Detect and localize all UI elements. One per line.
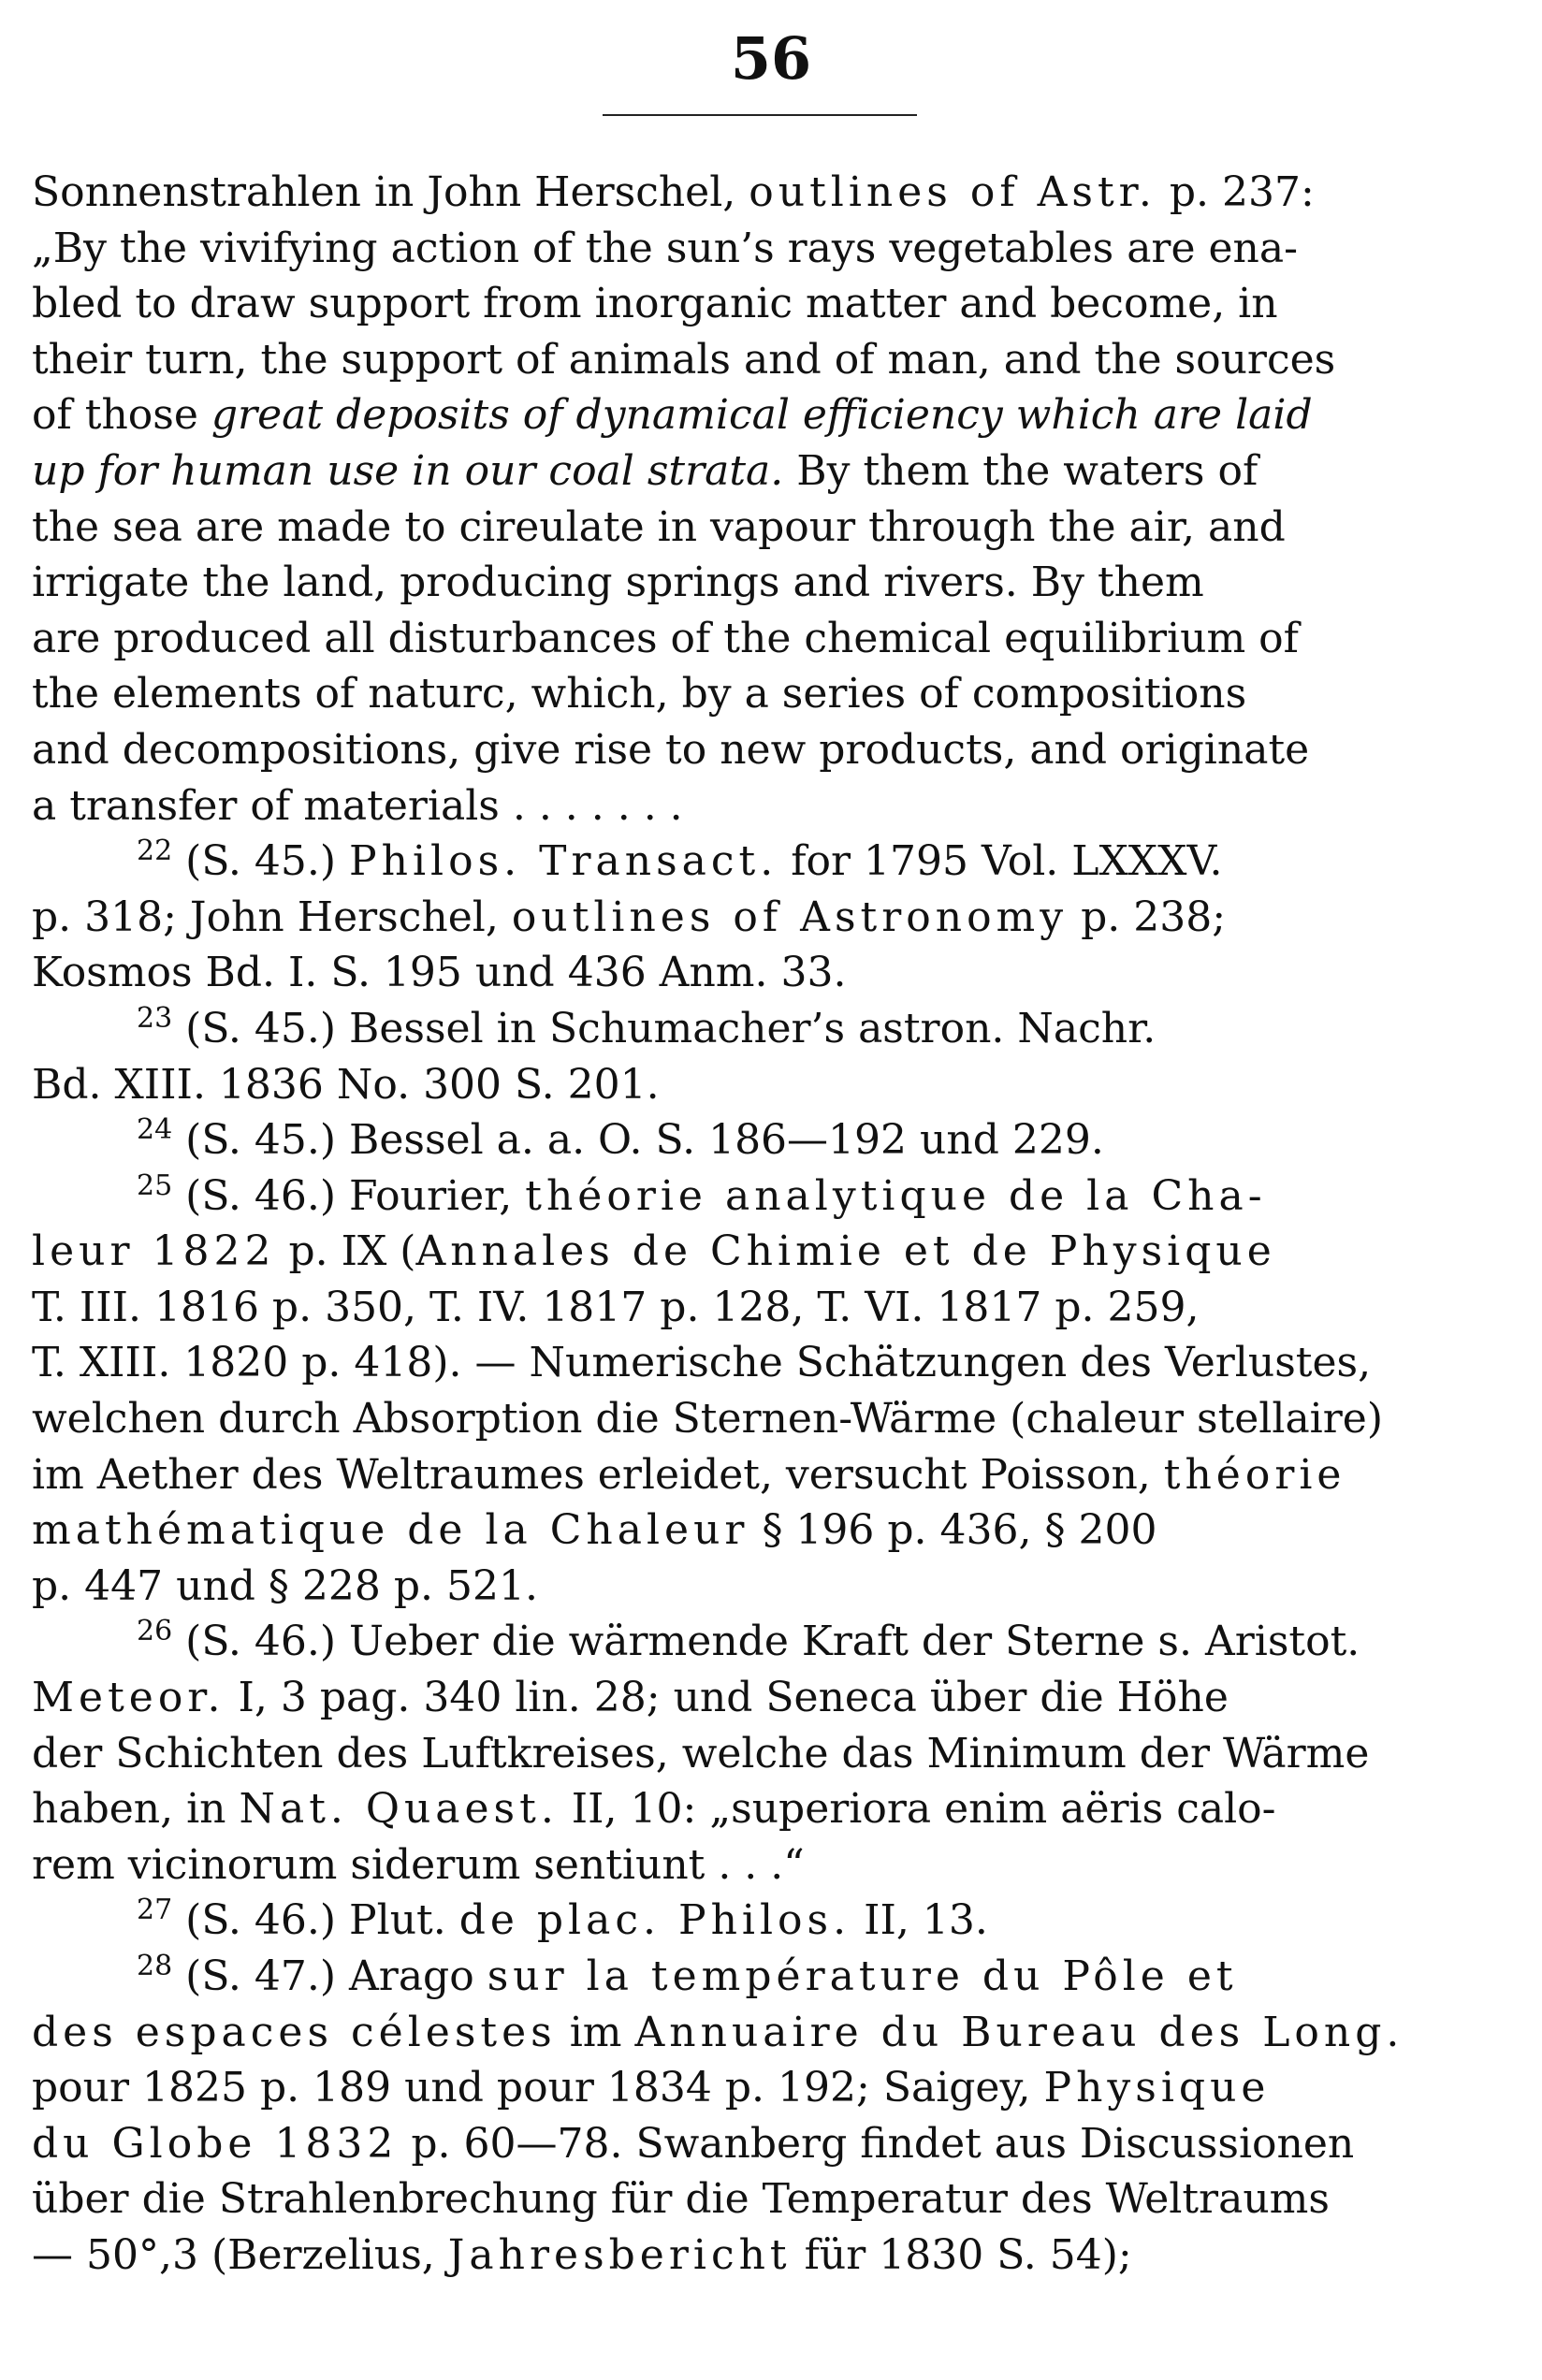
text-segment: II, 10: „superiora enim aëris calo- [558,1785,1276,1834]
spaced-text: des espaces célestes [32,2008,557,2056]
text-line [32,1057,1510,1113]
text-line [32,945,1510,1001]
spaced-text: outlines of Astronomy [511,892,1069,941]
text-line [32,834,1510,890]
footnote-number: 27 [137,1894,173,1927]
text-segment: Sonnenstrahlen in John Herschel, [32,168,749,216]
text-segment: p. 60—78. Swanberg findet aus Discussionen [398,2119,1355,2168]
text-segment: irrigate the land, producing springs and rivers. By them [32,559,1204,607]
italic-text: great deposits of dynamical efficiency which are laid [211,391,1313,440]
text-segment: II, 13. [851,1896,988,1945]
text-line [32,1893,1510,1949]
text-segment: of those [32,391,211,440]
text-line [32,1502,1510,1559]
page-number: 56 [730,24,812,93]
text-segment: the sea are made to cireulate in vapour through the air, and [32,502,1286,551]
header-rule [603,114,917,116]
spaced-text: leur 1822 [32,1227,276,1276]
spaced-text: Annuaire du Bureau des Long. [634,2008,1404,2056]
text-segment: welchen durch Absorption die Sternen-Wärme (chaleur stellaire) [32,1395,1383,1444]
text-segment: haben, in [32,1785,240,1834]
text-line [32,1614,1510,1670]
text-segment: für 1830 S. 54); [791,2230,1132,2279]
text-segment: § 196 p. 436, § 200 [749,1506,1157,1555]
text-segment: p. 238; [1068,892,1227,941]
text-line [32,443,1510,500]
text-line [32,1447,1510,1503]
text-segment: their turn, the support of animals and of man, and the sources [32,335,1336,384]
text-segment: p. 237: [1156,168,1315,216]
spaced-text: du Globe 1832 [32,2119,399,2168]
text-line [32,2171,1510,2228]
text-line [32,332,1510,388]
text-segment: (S. 45.) Bessel in Schumacher’s astron. Nachr. [172,1004,1156,1052]
spaced-text: mathématique de la Chaleur [32,1506,749,1555]
text-segment: are produced all disturbances of the chemical equilibrium of [32,614,1299,662]
text-line [32,276,1510,332]
spaced-text: théorie [1163,1450,1346,1499]
text-segment: By them the waters of [783,446,1258,495]
text-line [32,1168,1510,1225]
text-line [32,500,1510,556]
text-segment: (S. 46.) Fourier, [172,1171,526,1220]
text-segment: Bd. XIII. 1836 No. 300 S. 201. [32,1060,660,1109]
text-segment: (S. 45.) Bessel a. a. O. S. 186—192 und 229. [172,1116,1104,1165]
text-segment: the elements of naturc, which, by a series of compositions [32,670,1247,718]
text-line [32,890,1510,946]
spaced-text: de plac. Philos. [458,1896,851,1945]
text-segment: for 1795 Vol. LXXXV. [778,837,1223,886]
text-segment: im Aether des Weltraumes erleidet, versucht Poisson, [32,1450,1164,1499]
text-segment: — 50°,3 (Berzelius, [32,2230,448,2279]
body-text [32,165,1510,2284]
spaced-text: Jahresbericht [447,2230,792,2279]
text-segment: (S. 45.) [172,837,350,886]
text-line [32,778,1510,834]
text-line [32,1391,1510,1447]
text-segment: p. 447 und § 228 p. 521. [32,1561,538,1610]
text-segment: „By the vivifying action of the sun’s rays vegetables are ena- [32,224,1298,272]
text-line [32,1559,1510,1615]
footnote-number: 23 [137,1001,173,1035]
text-line [32,1280,1510,1336]
text-segment: Kosmos Bd. I. S. 195 und 436 Anm. 33. [32,949,847,997]
text-line [32,165,1510,221]
text-segment: über die Strahlenbrechung für die Temperatur des Weltraums [32,2175,1330,2224]
text-line [32,611,1510,667]
italic-text: up for human use in our coal strata. [32,446,784,495]
spaced-text: Nat. Quaest. [239,1785,559,1834]
text-line [32,1335,1510,1391]
text-segment: bled to draw support from inorganic matter and become, in [32,280,1278,328]
spaced-text: outlines of Astr. [749,168,1156,216]
text-line [32,1670,1510,1726]
spaced-text: Physique [1043,2064,1271,2112]
text-line [32,1837,1510,1894]
spaced-text: Meteor. [32,1674,225,1722]
text-segment: pour 1825 p. 189 und pour 1834 p. 192; Saigey, [32,2064,1044,2112]
text-line [32,221,1510,277]
text-line [32,1781,1510,1837]
text-line [32,2228,1510,2284]
text-segment: rem vicinorum siderum sentiunt . . .“ [32,1840,805,1889]
text-segment: der Schichten des Luftkreises, welche das Minimum der Wärme [32,1729,1370,1778]
text-segment: (S. 46.) Ueber die wärmende Kraft der Sterne s. Aristot. [172,1618,1360,1666]
text-segment: and decompositions, give rise to new products, and originate [32,725,1310,774]
text-segment: T. XIII. 1820 p. 418). — Numerische Schätzungen des Verlustes, [32,1339,1372,1387]
spaced-text: théorie analytique de la Cha- [525,1171,1267,1220]
footnote-number: 22 [137,834,173,868]
footnote-number: 28 [137,1950,173,1982]
text-segment: im [556,2008,635,2056]
text-line [32,1001,1510,1057]
text-line [32,2060,1510,2116]
spaced-text: Annales de Chimie et de Physique [415,1227,1276,1276]
text-line [32,2116,1510,2172]
text-line [32,2005,1510,2061]
text-segment: T. III. 1816 p. 350, T. IV. 1817 p. 128, T. VI. 1817 p. 259, [32,1283,1200,1331]
text-segment: p. 318; John Herschel, [32,892,512,941]
text-line [32,1949,1510,2005]
text-line [32,1112,1510,1168]
footnote-number: 24 [137,1113,173,1147]
spaced-text: Philos. Transact. [349,837,778,886]
text-segment: (S. 47.) Arago [172,1952,487,2000]
text-segment: p. IX ( [275,1227,416,1276]
text-line [32,387,1510,443]
text-segment: (S. 46.) Plut. [172,1896,459,1945]
footnote-number: 26 [137,1615,173,1648]
text-line [32,555,1510,611]
text-line [32,666,1510,722]
footnote-number: 25 [137,1168,173,1202]
text-line [32,1224,1510,1280]
text-segment: a transfer of materials . . . . . . . [32,781,683,830]
spaced-text: sur la température du Pôle et [487,1952,1238,2000]
text-segment: I, 3 pag. 340 lin. 28; und Seneca über die Höhe [225,1674,1229,1722]
text-line [32,1726,1510,1782]
text-line [32,722,1510,778]
